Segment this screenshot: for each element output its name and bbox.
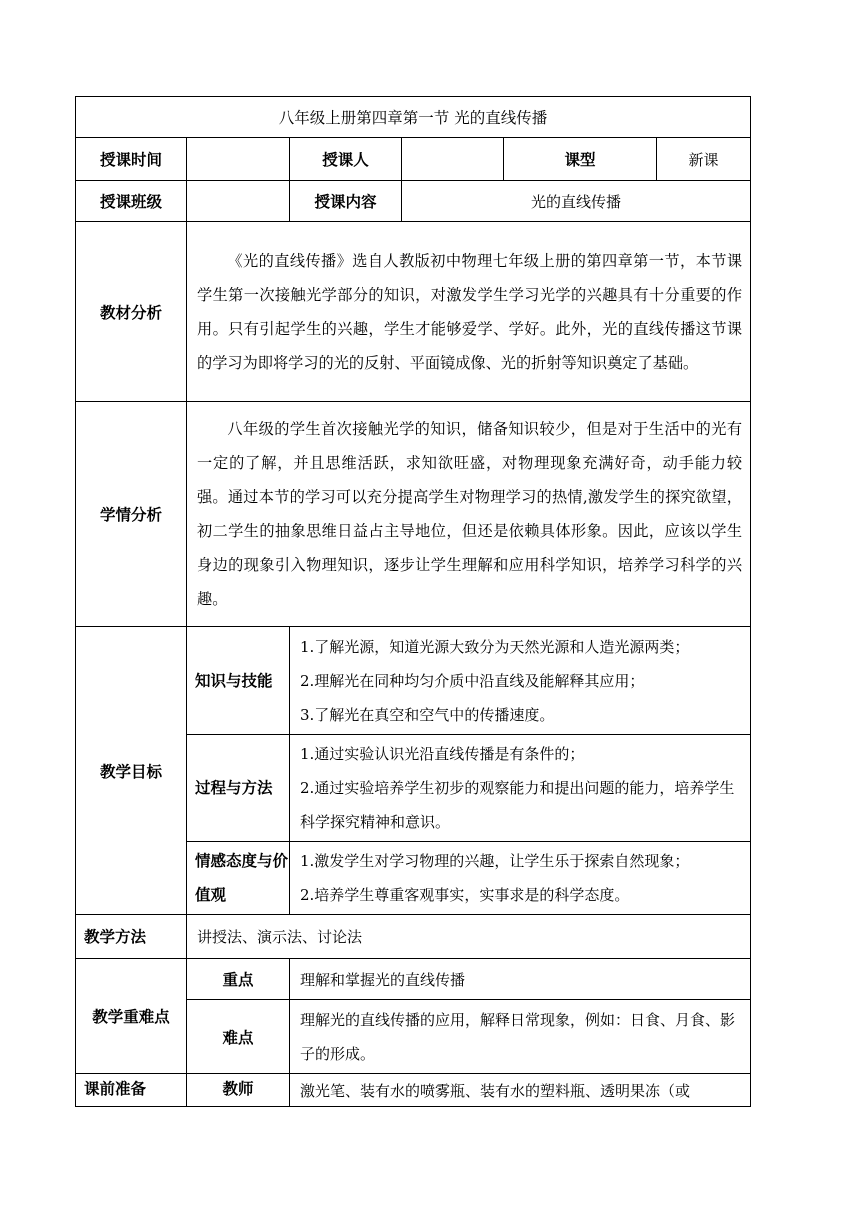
knowledge-label: 知识与技能 bbox=[187, 627, 290, 735]
process-item: 1.通过实验认识光沿直线传播是有条件的； bbox=[300, 745, 585, 763]
class-value bbox=[187, 181, 290, 222]
teacher-value bbox=[402, 138, 504, 181]
students-text: 八年级的学生首次接触光学的知识，储备知识较少，但是对于生活中的光有一定的了解，并且思维活跃，求知欲旺盛，对物理现象充满好奇，动手能力较强。通过本节的学习可以充分提高学生对物理学习的热情,激发学生的探究欲望，初二学生的抽象思维日益占主导地位，但还是依赖具体形象。因此，应该以学生身边的现象引入物理知识，逐步让学生理解和应用科学知识，培养学习科学的兴趣。 bbox=[187, 402, 751, 627]
students-label: 学情分析 bbox=[76, 402, 187, 627]
process-label: 过程与方法 bbox=[187, 735, 290, 842]
knowledge-item: 1.了解光源，知道光源大致分为天然光源和人造光源两类； bbox=[300, 637, 690, 656]
time-label: 授课时间 bbox=[76, 138, 187, 181]
prep-label: 课前准备 bbox=[76, 1074, 187, 1107]
methods-row bbox=[76, 915, 751, 959]
prep-teacher-label: 教师 bbox=[187, 1074, 290, 1107]
teacher-label: 授课人 bbox=[290, 138, 402, 181]
hard-label: 难点 bbox=[187, 1000, 290, 1074]
knowledge-list bbox=[290, 627, 751, 735]
students-row bbox=[76, 402, 751, 627]
key-text: 理解和掌握光的直线传播 bbox=[290, 959, 751, 1000]
knowledge-item: 3.了解光在真空和空气中的传播速度。 bbox=[300, 705, 555, 724]
emotion-item: 2.培养学生尊重客观事实，实事求是的科学态度。 bbox=[300, 886, 630, 904]
emotion-item: 1.激发学生对学习物理的兴趣，让学生乐于探索自然现象； bbox=[300, 852, 690, 870]
time-row bbox=[76, 138, 751, 181]
material-text: 《光的直线传播》选自人教版初中物理七年级上册的第四章第一节，本节课学生第一次接触光学部分的知识，对激发学生学习光学的兴趣具有十分重要的作用。只有引起学生的兴趣，学生才能够爱学、学好。此外，光的直线传播这节课的学习为即将学习的光的反射、平面镜成像、光的折射等知识奠定了基础。 bbox=[187, 222, 751, 402]
keypoints-label: 教学重难点 bbox=[76, 959, 187, 1074]
material-label: 教材分析 bbox=[76, 222, 187, 402]
class-row bbox=[76, 181, 751, 222]
lesson-plan-document bbox=[75, 96, 750, 1107]
prep-teacher-text: 激光笔、装有水的喷雾瓶、装有水的塑料瓶、透明果冻（或 bbox=[290, 1074, 751, 1107]
time-value bbox=[187, 138, 290, 181]
methods-text: 讲授法、演示法、讨论法 bbox=[187, 915, 751, 959]
document-title: 八年级上册第四章第一节 光的直线传播 bbox=[76, 97, 751, 138]
lesson-plan-table bbox=[75, 96, 751, 1107]
key-label: 重点 bbox=[187, 959, 290, 1000]
emotion-label: 情感态度与价值观 bbox=[187, 842, 290, 915]
hard-text: 理解光的直线传播的应用，解释日常现象，例如：日食、月食、影子的形成。 bbox=[290, 1000, 751, 1074]
content-value: 光的直线传播 bbox=[402, 181, 751, 222]
material-row bbox=[76, 222, 751, 402]
methods-label: 教学方法 bbox=[76, 915, 187, 959]
lesson-type-label: 课型 bbox=[504, 138, 657, 181]
knowledge-item: 2.理解光在同种均匀介质中沿直线及能解释其应用； bbox=[300, 671, 645, 690]
emotion-list bbox=[290, 842, 751, 915]
process-item: 2.通过实验培养学生初步的观察能力和提出问题的能力，培养学生科学探究精神和意识。 bbox=[300, 779, 735, 831]
goals-label: 教学目标 bbox=[76, 627, 187, 915]
title-row bbox=[76, 97, 751, 138]
prep-row bbox=[76, 1074, 751, 1107]
content-label: 授课内容 bbox=[290, 181, 402, 222]
lesson-type-value: 新课 bbox=[657, 138, 751, 181]
goals-knowledge-row bbox=[76, 627, 751, 735]
process-list bbox=[290, 735, 751, 842]
keypoint-row bbox=[76, 959, 751, 1000]
class-label: 授课班级 bbox=[76, 181, 187, 222]
